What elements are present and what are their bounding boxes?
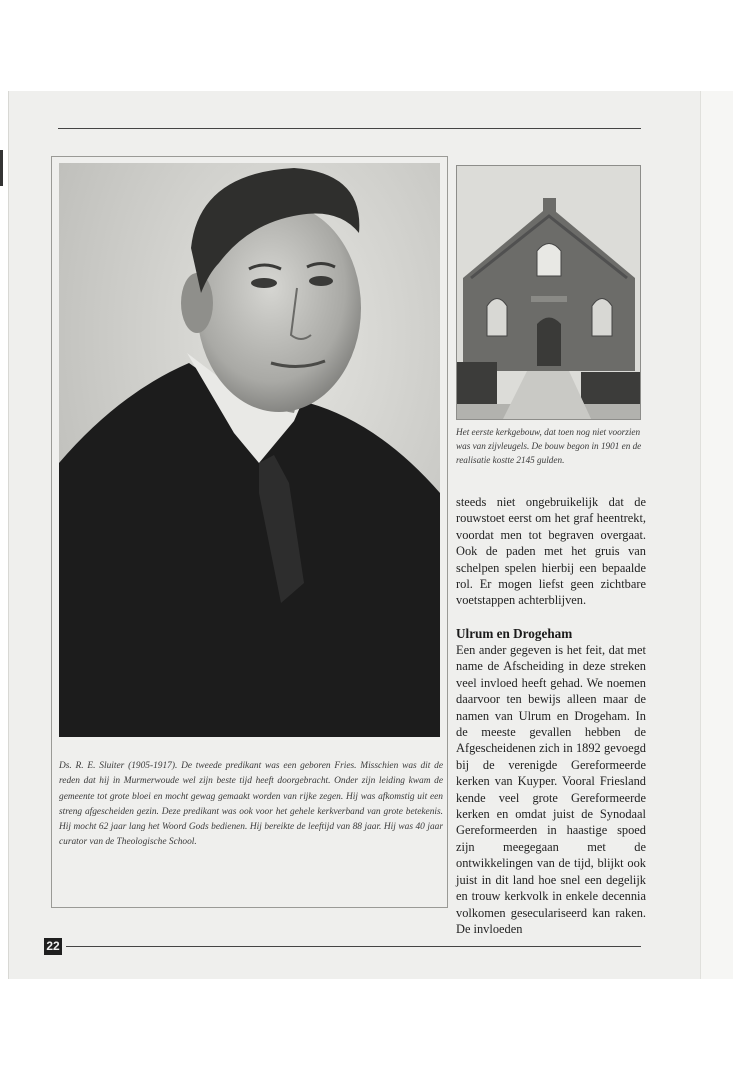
- top-rule: [58, 128, 641, 129]
- church-caption: Het eerste kerkgebouw, dat toen nog niet voorzien was van zijvleugels. De bouw begon in 1901 en de realisatie kostte 2145 gulden.: [456, 427, 642, 465]
- next-page-edge: [700, 91, 733, 979]
- bottom-rule: [66, 946, 641, 947]
- page-number: 22: [44, 938, 62, 955]
- paragraph-text: steeds niet ongebruikelijk dat de rouwstoet eerst om het graf heentrekt, voordat men tot begraven overgaat. Ook de paden met het gruis van schelpen spelen hierbij een bepaalde rol. Er mogen liefst geen zichtbare voetstappen achterblijven.: [456, 495, 646, 608]
- church-photo: [456, 165, 641, 420]
- section-heading: Ulrum en Drogeham: [456, 626, 573, 641]
- body-paragraph-1: [456, 494, 646, 609]
- portrait-photo: [59, 163, 440, 737]
- portrait-caption: Ds. R. E. Sluiter (1905-1917). De tweede predikant was een geboren Fries. Misschien was dit de reden dat hij in Murmerwoude wel zijn beste tijd heeft doorgebracht. Onder zijn leiding kwam de gemeente tot grote bloei en mocht gewag gemaakt worden van rijke zegen. Hij was afkomstig uit een streng afgescheiden gezin. Deze predikant was ook voor het gehele kerkverband van grote betekenis. Hij mocht 62 jaar lang het Woord Gods bedienen. Hij bereikte de leeftijd van 88 jaar. Hij was 40 jaar curator van de Theologische School.: [59, 761, 443, 848]
- body-paragraph-2: [456, 642, 646, 937]
- paragraph-text: Een ander gegeven is het feit, dat met name de Afscheiding in deze streken veel invloed heeft gehad. We noemen daarvoor ten bewijs alleen maar de namen van Ulrum en Drogeham. In de meeste gevallen hebben de Afgescheidenen zich in 1892 gevoegd bij de verenigde Gereformeerde kerken van Kuyper. Vooral Friesland kende veel grote Gereformeerde kerken en omdat juist de Synodaal Gereformeerden in haastige spoed zijn meegegaan met de ontwikkelingen van de tijd, blijkt ook juist in dit land hoe snel een degelijk en trouw kerkvolk in enkele decennia volkomen geseculariseerd kan raken. De invloeden: [456, 643, 646, 936]
- binding-mark: [0, 150, 3, 186]
